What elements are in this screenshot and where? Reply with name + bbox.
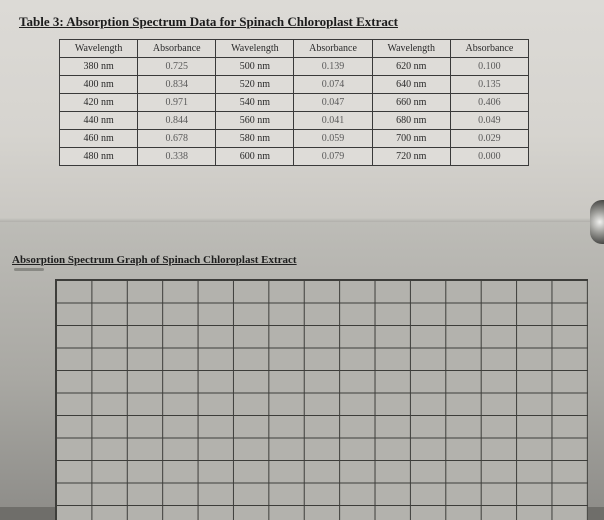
- table-row: [60, 76, 529, 94]
- absorbance-cell: 0.834: [138, 76, 216, 94]
- header-wavelength-3: Wavelength: [372, 40, 450, 58]
- header-wavelength-2: Wavelength: [216, 40, 294, 58]
- graph-caption: Absorption Spectrum Graph of Spinach Chloroplast Extract: [12, 254, 297, 266]
- absorbance-cell: 0.971: [138, 94, 216, 112]
- wavelength-cell: 620 nm: [372, 58, 450, 76]
- header-wavelength-1: Wavelength: [60, 40, 138, 58]
- absorbance-cell: 0.049: [450, 112, 528, 130]
- header-absorbance-3: Absorbance: [450, 40, 528, 58]
- header-absorbance-1: Absorbance: [138, 40, 216, 58]
- absorbance-cell: 0.059: [294, 130, 372, 148]
- absorbance-cell: 0.406: [450, 94, 528, 112]
- absorbance-cell: 0.725: [138, 58, 216, 76]
- wavelength-cell: 500 nm: [216, 58, 294, 76]
- absorbance-cell: 0.029: [450, 130, 528, 148]
- absorbance-cell: 0.047: [294, 94, 372, 112]
- absorbance-cell: 0.100: [450, 58, 528, 76]
- wavelength-cell: 660 nm: [372, 94, 450, 112]
- wavelength-cell: 540 nm: [216, 94, 294, 112]
- pencil-mark: [14, 268, 44, 271]
- wavelength-cell: 720 nm: [372, 148, 450, 166]
- wavelength-cell: 600 nm: [216, 148, 294, 166]
- table-row: [60, 58, 529, 76]
- table-row: [60, 130, 529, 148]
- absorbance-cell: 0.338: [138, 148, 216, 166]
- absorbance-cell: 0.000: [450, 148, 528, 166]
- graph-paper-grid: [55, 279, 588, 520]
- table-caption: Table 3: Absorption Spectrum Data for Spinach Chloroplast Extract: [19, 14, 398, 29]
- wavelength-cell: 380 nm: [60, 58, 138, 76]
- wavelength-cell: 460 nm: [60, 130, 138, 148]
- wavelength-cell: 560 nm: [216, 112, 294, 130]
- absorbance-cell: 0.139: [294, 58, 372, 76]
- absorption-data-table: [59, 39, 529, 166]
- wavelength-cell: 400 nm: [60, 76, 138, 94]
- table-row: [60, 94, 529, 112]
- wavelength-cell: 580 nm: [216, 130, 294, 148]
- absorbance-cell: 0.041: [294, 112, 372, 130]
- wavelength-cell: 520 nm: [216, 76, 294, 94]
- table-header-row: [60, 40, 529, 58]
- wavelength-cell: 680 nm: [372, 112, 450, 130]
- table-row: [60, 148, 529, 166]
- wavelength-cell: 640 nm: [372, 76, 450, 94]
- table-row: [60, 112, 529, 130]
- absorbance-cell: 0.135: [450, 76, 528, 94]
- absorbance-cell: 0.844: [138, 112, 216, 130]
- wavelength-cell: 420 nm: [60, 94, 138, 112]
- binder-clip-icon: [590, 200, 604, 244]
- absorbance-cell: 0.678: [138, 130, 216, 148]
- absorbance-cell: 0.074: [294, 76, 372, 94]
- wavelength-cell: 480 nm: [60, 148, 138, 166]
- wavelength-cell: 440 nm: [60, 112, 138, 130]
- wavelength-cell: 700 nm: [372, 130, 450, 148]
- header-absorbance-2: Absorbance: [294, 40, 372, 58]
- absorbance-cell: 0.079: [294, 148, 372, 166]
